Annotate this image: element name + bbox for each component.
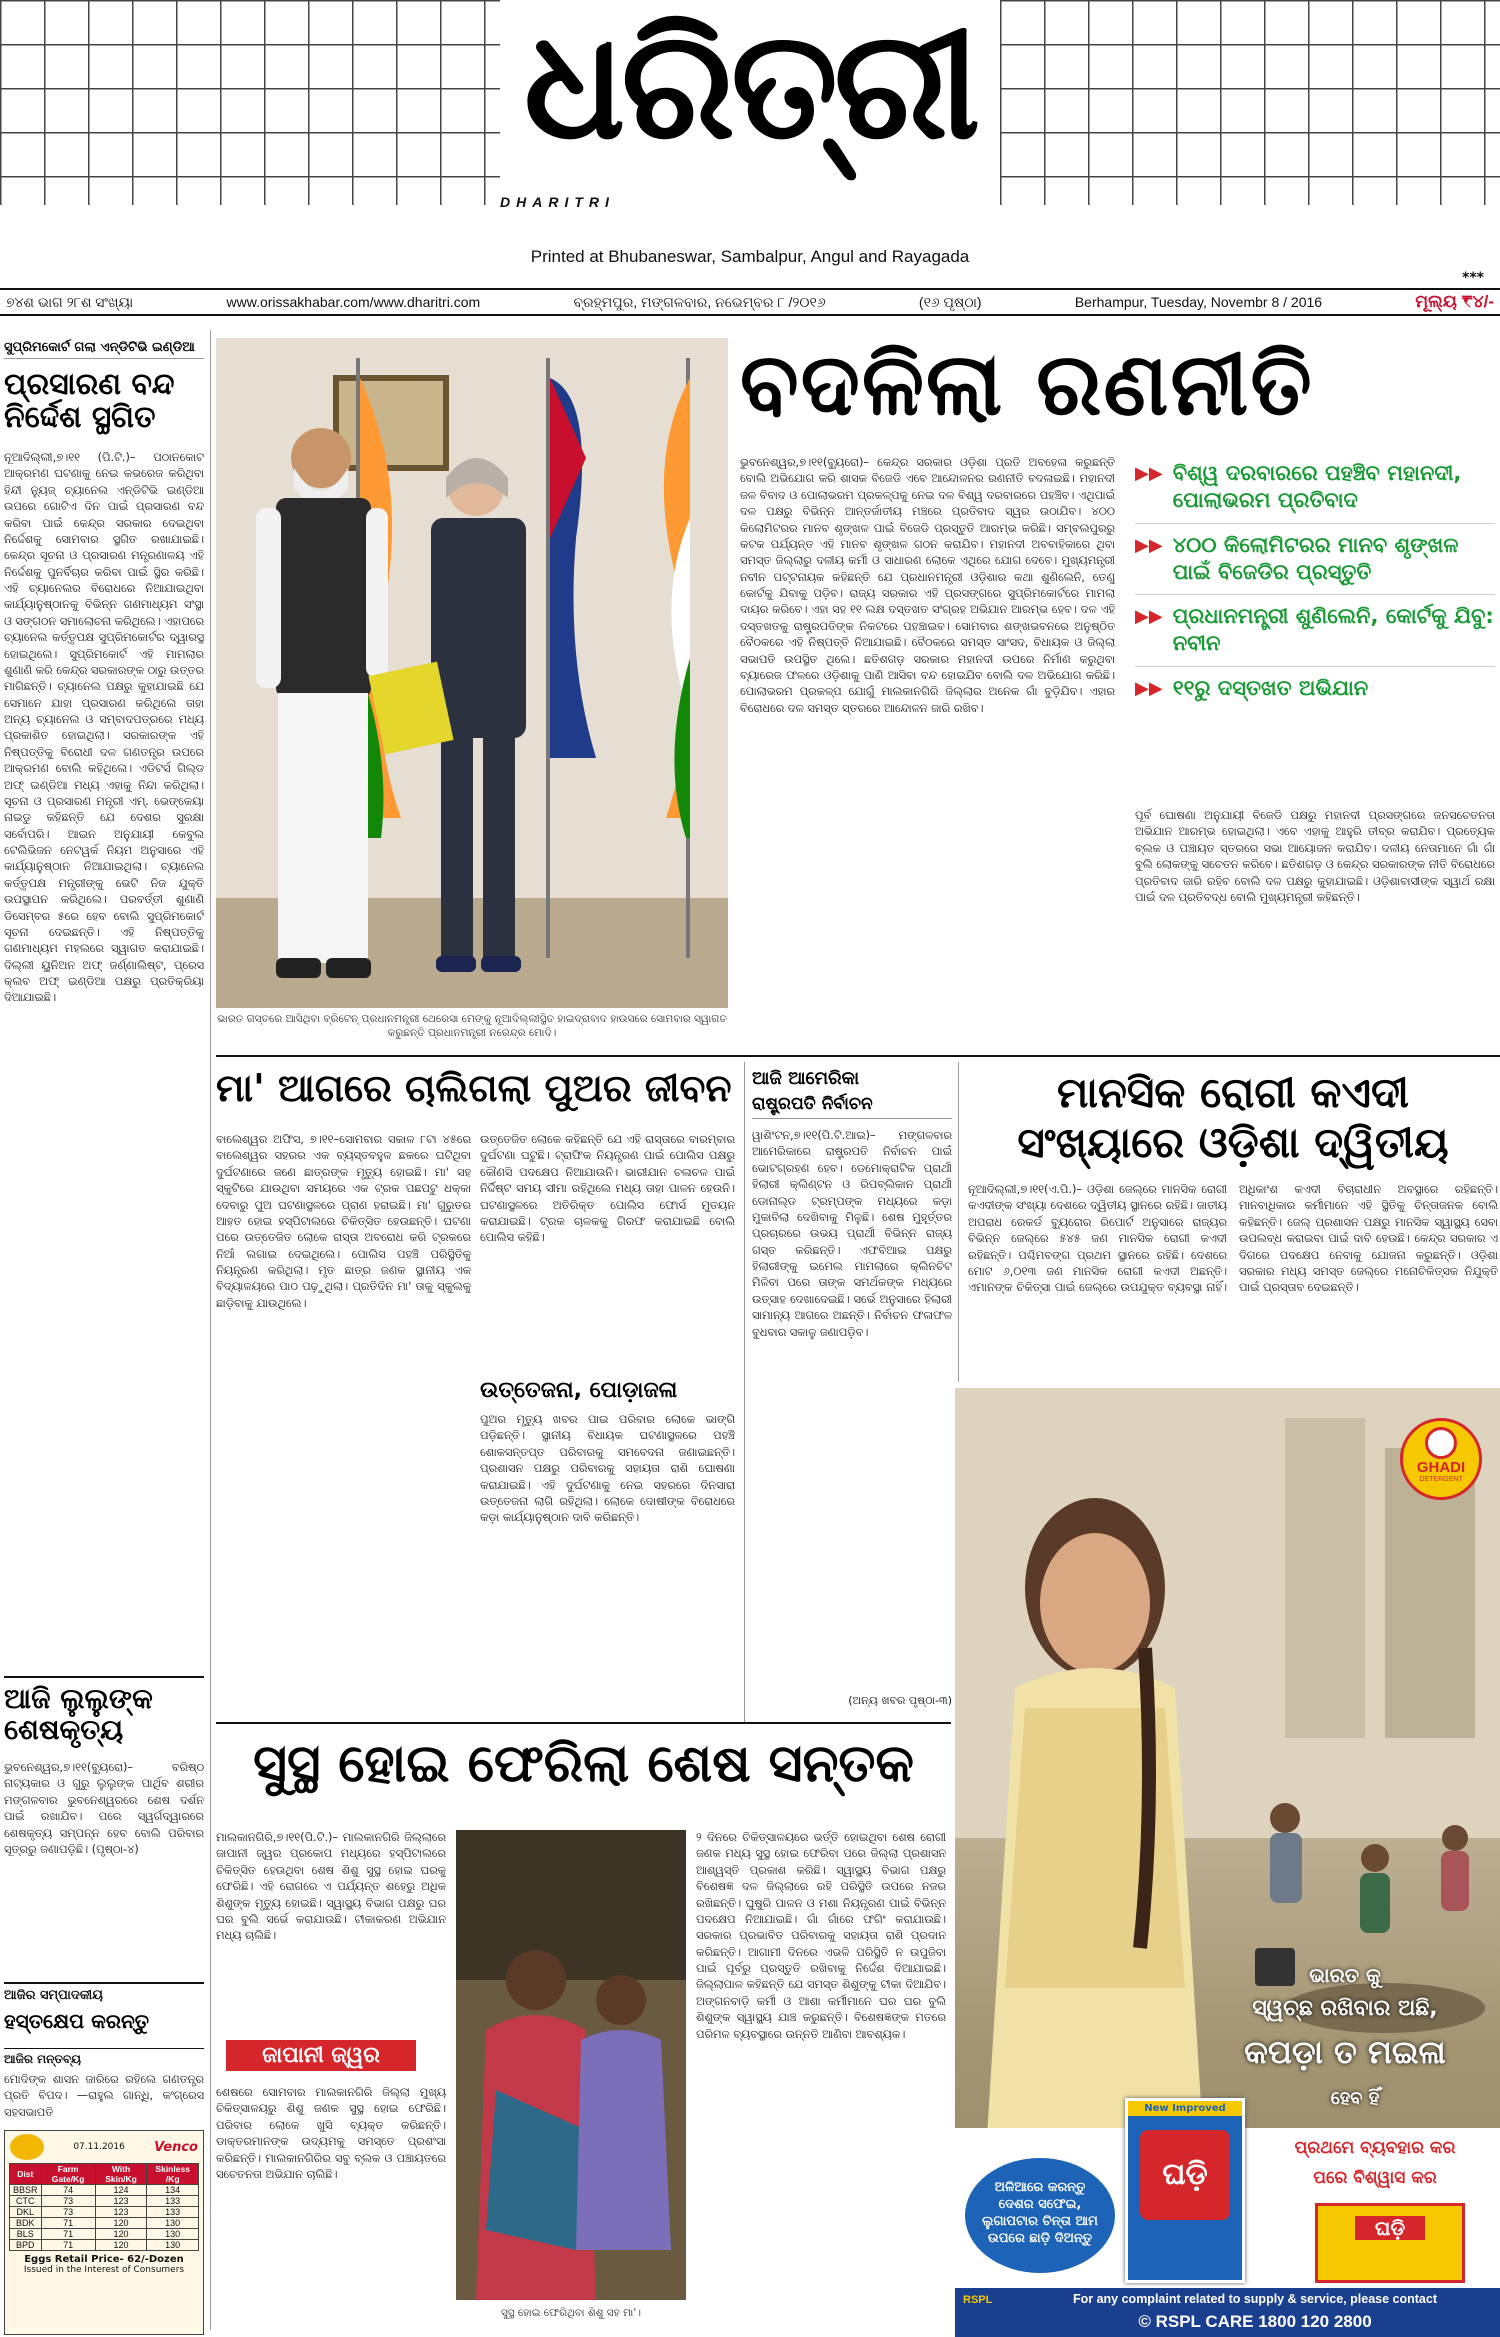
story5-body: ମାଲକାନଗିରି,୭।୧୧(ପି.ଟି.)– ମାଲକାନଗିରି ଜିଲ୍ଲାରେ ଜାପାନୀ ଜ୍ୱର ପ୍ରକୋପ ମଧ୍ୟରେ ହସ୍ପିଟାଲରେ ଚିକିତ୍ସିତ ହେଉଥିବା ଶେଷ ଶିଶୁ ସୁସ୍ଥ ହୋଇ ଘରକୁ ଫେରିଛି। ଏହି ରୋଗରେ ଏ ପର୍ଯ୍ୟନ୍ତ ଶହେରୁ ଅଧିକ ଶିଶୁଙ୍କ ମୃତ୍ୟୁ ହୋଇଛି। ସ୍ୱାସ୍ଥ୍ୟ ବିଭାଗ ପକ୍ଷରୁ ଘର ଘର ବୁଲି ସର୍ଭେ କରାଯାଉଛି। ଟୀକାକରଣ ଅଭିଯାନ ମଧ୍ୟ ଚାଲିଛି। (216, 1831, 446, 1943)
col-rule-2 (744, 1062, 745, 1722)
arrow-icon: ▶▶ (1135, 534, 1163, 556)
lead-bullets (1135, 452, 1495, 710)
egg-table-header: Dist (10, 2164, 42, 2185)
lead-bullet: ▶▶ ବିଶ୍ୱ ଦରବାରରେ ପହଞ୍ଚିବ ମହାନଦୀ, ପୋଲାଭରମ ପ୍ରତିବାଦ (1135, 452, 1495, 524)
mother-child-photo (456, 1830, 686, 2300)
story5-headline: ସୁସ୍ଥ ହୋଇ ଫେରିଲା ଶେଷ ସନ୍ତକ (253, 1734, 914, 1794)
manabya-label: ଆଜିର ମନ୍ତବ୍ୟ (4, 2048, 204, 2067)
left-sub-headline: ଆଜି ଲୁଲୁଙ୍କ ଶେଷକୃତ୍ୟ (4, 1676, 204, 1746)
story5-photo (456, 1830, 686, 2300)
table-cell: 134 (147, 2185, 199, 2196)
websites[interactable]: www.orissakhabar.com/www.dharitri.com (226, 294, 481, 310)
table-row (10, 2240, 199, 2251)
story3-kicker: ଆଜି ଆମେରିକା (752, 1068, 860, 1089)
stars: *** (1462, 270, 1484, 286)
ad-pack-label: ଘଡ଼ି (1140, 2130, 1230, 2220)
price: ମୂଲ୍ୟ ₹୪/- (1415, 292, 1494, 311)
table-cell: 123 (95, 2207, 147, 2218)
story3-continued: (ଅନ୍ୟ ଖବର ପୃଷ୍ଠା-୩) (848, 1694, 952, 1707)
table-cell: 124 (95, 2185, 147, 2196)
table-cell: CTC (10, 2196, 42, 2207)
ad-new-label: New Improved (1128, 2101, 1242, 2116)
story5-kicker: ଜାପାନୀ ଜ୍ୱର (226, 2040, 416, 2071)
story5-col2: ୨ ଦିନରେ ଚିକିତ୍ସାଳୟରେ ଭର୍ତ୍ତି ହୋଇଥିବା ଶେଷ ରୋଗୀ ଜଣକ ମଧ୍ୟ ସୁସ୍ଥ ହୋଇ ଫେରିବା ପରେ ଜିଲ୍ଲା ପ୍ରଶାସନ ଆଶ୍ୱସ୍ତି ପ୍ରକାଶ କରିଛି। ସ୍ୱାସ୍ଥ୍ୟ ବିଭାଗ ପକ୍ଷରୁ ବିଶେଷଜ୍ଞ ଦଳ ଜିଲ୍ଲାରେ ରହି ପରିସ୍ଥିତି ଉପରେ ନଜର ରଖିଛନ୍ତି। ଘୁଷୁରି ପାଳନ ଓ ମଶା ନିୟନ୍ତ୍ରଣ ପାଇଁ ବିଭିନ୍ନ ପଦକ୍ଷେପ ନିଆଯାଇଛି। ଗାଁ ଗାଁରେ ଫଗିଂ କରାଯାଉଛି। ସରକାର ପ୍ରଭାବିତ ପରିବାରକୁ ସହାୟତା ରାଶି ପ୍ରଦାନ କରିଛନ୍ତି। ଆଗାମୀ ଦିନରେ ଏଭଳି ପରିସ୍ଥିତି ନ ଉପୁଜିବା ପାଇଁ ପୂର୍ବରୁ ପ୍ରସ୍ତୁତି ରଖିବାକୁ ନିର୍ଦ୍ଦେଶ ଦିଆଯାଇଛି। ଜିଲ୍ଲାପାଳ କହିଛନ୍ତି ଯେ ସମସ୍ତ ଶିଶୁଙ୍କୁ ଟୀକା ଦିଆଯିବ। ଅଙ୍ଗନବାଡ଼ି କର୍ମୀ ଓ ଆଶା କର୍ମୀମାନେ ଘର ଘର ବୁଲି ଶିଶୁଙ୍କ ସ୍ୱାସ୍ଥ୍ୟ ଯାଞ୍ଚ କରୁଛନ୍ତି। ବିଶେଷଜ୍ଞଙ୍କ ମତରେ ପରିମଳ ବ୍ୟବସ୍ଥାରେ ଉନ୍ନତି ଆଣିବା ଆବଶ୍ୟକ। (696, 1831, 946, 2041)
egg-logo (10, 2134, 44, 2160)
table-cell: 120 (95, 2218, 147, 2229)
english-date: Berhampur, Tuesday, Novembr 8 / 2016 (1074, 294, 1323, 310)
lead-body: ଭୁବନେଶ୍ୱର,୭।୧୧(ବ୍ୟୁରୋ)– କେନ୍ଦ୍ର ସରକାର ଓଡ଼ିଶା ପ୍ରତି ଅବହେଳା କରୁଛନ୍ତି ବୋଲି ଅଭିଯୋଗ କରି ଶାସକ ବିଜେଡି ଏବେ ଆନ୍ଦୋଳନର ରଣନୀତି ବଦଳାଇଛି। ମହାନଦୀ ଜଳ ବିବାଦ ଓ ପୋଲାଭରମ ପ୍ରକଳ୍ପକୁ ନେଇ ଦଳ ବିଶ୍ୱ ଦରବାରରେ ପହଞ୍ଚିବ। ଏଥିପାଇଁ ଦଳ ପକ୍ଷରୁ ବିଭିନ୍ନ ଆନ୍ତର୍ଜାତୀୟ ମଞ୍ଚରେ ପ୍ରତିବାଦ ସ୍ୱର ଉଠାଯିବ। ୪୦୦ କିଲୋମିଟରର ମାନବ ଶୃଙ୍ଖଳ ପାଇଁ ବିଜେଡି ପ୍ରସ୍ତୁତି ଆରମ୍ଭ କରିଛି। ସମ୍ବଲପୁରରୁ କଟକ ପର୍ଯ୍ୟନ୍ତ ଏହି ମାନବ ଶୃଙ୍ଖଳ ଗଠନ କରାଯିବ। ମହାନଦୀ ଅବବାହିକାରେ ଥିବା ସମସ୍ତ ଜିଲ୍ଲାରୁ ଦଳୀୟ କର୍ମୀ ଓ ସାଧାରଣ ଲୋକେ ଏଥିରେ ଯୋଗ ଦେବେ। ମୁଖ୍ୟମନ୍ତ୍ରୀ ନବୀନ ପଟ୍ଟନାୟକ କହିଛନ୍ତି ଯେ ପ୍ରଧାନମନ୍ତ୍ରୀ ଓଡ଼ିଶାର କଥା ଶୁଣିଲେନି, ତେଣୁ କୋର୍ଟକୁ ଯିବାକୁ ପଡ଼ିବ। ରାଜ୍ୟ ସରକାର ଏହି ପ୍ରସଙ୍ଗରେ ସୁପ୍ରିମକୋର୍ଟରେ ମାମଲା ଦାୟର କରିବେ। ଏହା ସହ ୧୧ ଲକ୍ଷ ଦସ୍ତଖତ ସଂଗ୍ରହ ଅଭିଯାନ ଆରମ୍ଭ ହେବ। ଦଳ ଏହି ଦସ୍ତଖତକୁ ରାଷ୍ଟ୍ରପତିଙ୍କ ନିକଟରେ ପହଞ୍ଚାଇବ। ସୋମବାର ଶଙ୍ଖଭବନରେ ଅନୁଷ୍ଠିତ ବୈଠକରେ ଏହି ନିଷ୍ପତ୍ତି ନିଆଯାଇଛି। ବୈଠକରେ ସମସ୍ତ ସାଂସଦ, ବିଧାୟକ ଓ ଜିଲ୍ଲା ସଭାପତି ଉପସ୍ଥିତ ଥିଲେ। ଛତିଶଗଡ଼ ସରକାର ମହାନଦୀ ଉପରେ ନିର୍ମାଣ କରୁଥିବା ବ୍ୟାରେଜ ଫଳରେ ଓଡ଼ିଶାକୁ ପାଣି ଆସିବା ବନ୍ଦ ହୋଇଯିବ ବୋଲି ଦଳ ଅଭିଯୋଗ କରିଛି। ପୋଲାଭରମ ପ୍ରକଳ୍ପ ଯୋଗୁଁ ମାଲକାନଗିରି ଜିଲ୍ଲାର ଅନେକ ଗାଁ ବୁଡ଼ିଯିବ। ଏହାର ବିରୋଧରେ ଦଳ ସମସ୍ତ ସ୍ତରରେ ଆନ୍ଦୋଳନ ଜାରି ରଖିବ। (740, 456, 1115, 715)
egg-table-header: Skinless /Kg (147, 2164, 199, 2185)
table-row (10, 2207, 199, 2218)
lead-photo-caption: ଭାରତ ଗସ୍ତରେ ଆସିଥିବା ବ୍ରିଟେନ୍ ପ୍ରଧାନମନ୍ତ୍ରୀ ଥେରେସା ମେଙ୍କୁ ନୂଆଦିଲ୍ଲୀସ୍ଥିତ ହାଇଦ୍ରାବାଦ ହାଉସରେ ସୋମବାର ସ୍ୱାଗତ କରୁଛନ୍ତି ପ୍ରଧାନମନ୍ତ୍ରୀ ନରେନ୍ଦ୍ର ମୋଦି। (217, 1013, 727, 1040)
clock-icon (1425, 1427, 1457, 1459)
lead-bullet: ▶▶ ୪୦୦ କିଲୋମିଟରର ମାନବ ଶୃଙ୍ଖଳ ପାଇଁ ବିଜେଡିର ପ୍ରସ୍ତୁତି (1135, 524, 1495, 596)
story2-sub-kicker: ଉତ୍ତେଜନା, ପୋଡ଼ାଜଳା (480, 1378, 678, 1403)
ghadi-logo (1400, 1418, 1482, 1500)
ad-care-number[interactable]: © RSPL CARE 1800 120 2800 (1138, 2312, 1372, 2331)
table-cell: 133 (147, 2196, 199, 2207)
table-cell: 123 (95, 2196, 147, 2207)
modi-may-photo (216, 338, 728, 1008)
table-row (10, 2229, 199, 2240)
ad-complaint: For any complaint related to supply & service, please contact (1072, 2292, 1437, 2306)
table-row (10, 2196, 199, 2207)
lead-side-body: ପୂର୍ବ ଘୋଷଣା ଅନୁଯାୟୀ ବିଜେଡି ପକ୍ଷରୁ ମହାନଦୀ ପ୍ରସଙ୍ଗରେ ଜନସଚେତନତା ଅଭିଯାନ ଆରମ୍ଭ ହୋଇଥିଲା। ଏବେ ଏହାକୁ ଆହୁରି ତୀବ୍ର କରାଯିବ। ପ୍ରତ୍ୟେକ ବ୍ଲକ ଓ ପଞ୍ଚାୟତ ସ୍ତରରେ ସଭା ଆୟୋଜନ କରାଯିବ। ଦଳୀୟ ନେତାମାନେ ଗାଁ ଗାଁ ବୁଲି ଲୋକଙ୍କୁ ସଚେତନ କରିବେ। ଛତିଶଗଡ଼ ଓ କେନ୍ଦ୍ର ସରକାରଙ୍କ ନୀତି ବିରୋଧରେ ପ୍ରତିବାଦ ଜାରି ରହିବ ବୋଲି ଦଳ ପକ୍ଷରୁ କୁହାଯାଇଛି। ଓଡ଼ିଶାବାସୀଙ୍କ ସ୍ୱାର୍ଥ ରକ୍ଷା ପାଇଁ ଦଳ ପ୍ରତିବଦ୍ଧ ବୋଲି ମୁଖ୍ୟମନ୍ତ୍ରୀ କହିଛନ୍ତି। (1135, 809, 1495, 904)
table-cell: 74 (41, 2185, 95, 2196)
table-cell: 120 (95, 2229, 147, 2240)
editorial-title: ହସ୍ତକ୍ଷେପ କରନ୍ତୁ (4, 2009, 150, 2033)
masthead (500, 0, 1000, 210)
masthead-subtitle: DHARITRI (500, 194, 660, 210)
table-cell: BPD (10, 2240, 42, 2251)
table-cell: BLS (10, 2229, 42, 2240)
masthead-grid-right (1000, 0, 1500, 205)
story5-body2: ଶେଷରେ ସୋମବାର ମାଲକାନଗିରି ଜିଲ୍ଲା ମୁଖ୍ୟ ଚିକିତ୍ସାଳୟରୁ ଶିଶୁ ଜଣକ ସୁସ୍ଥ ହୋଇ ଫେରିଛି। ପରିବାର ଲୋକେ ଖୁସି ବ୍ୟକ୍ତ କରିଛନ୍ତି। ଡାକ୍ତରମାନଙ୍କ ଉଦ୍ୟମକୁ ସମସ୍ତେ ପ୍ରଶଂସା କରିଛନ୍ତି। ମାଲକାନଗିରିର ସବୁ ବ୍ଲକ ଓ ପଞ୍ଚାୟତରେ ସଚେତନତା ଅଭିଯାନ ଚାଲିଛି। (216, 2086, 446, 2181)
ad-tagline-2: ସ୍ୱଚ୍ଛ ରଖିବାର ଅଛି, (1252, 1996, 1438, 2021)
story2-body: ବାଲେଶ୍ୱର ଅଫିସ, ୭।୧୧–ସୋମବାର ସକାଳ ୮ଟା ୪୫ରେ ବାଲେଶ୍ୱର ସହରର ଏକ ବ୍ୟସ୍ତବହୁଳ ଛକରେ ଘଟିଥିବା ଦୁର୍ଘଟଣାରେ ଜଣେ ଛାତ୍ରଙ୍କ ମୃତ୍ୟୁ ହୋଇଛି। ମା' ସହ ସ୍କୁଟିରେ ଯାଉଥିବା ସମୟରେ ଏକ ଟ୍ରକ ପଛପଟୁ ଧକ୍କା ଦେବାରୁ ପୁଅ ଘଟଣାସ୍ଥଳରେ ପ୍ରାଣ ହରାଇଛି। ମା' ଗୁରୁତର ଆହତ ହୋଇ ହସ୍ପିଟାଲରେ ଚିକିତ୍ସିତ ହେଉଛନ୍ତି। ଘଟଣା ପରେ ଉତ୍ତେଜିତ ଲୋକେ ରାସ୍ତା ଅବରୋଧ କରି ଟ୍ରକରେ ନିଆଁ ଲଗାଇ ଦେଇଥିଲେ। ପୋଲିସ ପହଞ୍ଚି ପରିସ୍ଥିତିକୁ ନିୟନ୍ତ୍ରଣ କରିଥିଲା। ମୃତ ଛାତ୍ର ଜଣକ ସ୍ଥାନୀୟ ଏକ ବିଦ୍ୟାଳୟରେ ପାଠ ପଢ଼ୁଥିଲା। ପ୍ରତିଦିନ ମା' ତାକୁ ସ୍କୁଲକୁ ଛାଡ଼ିବାକୁ ଯାଉଥିଲେ। (216, 1133, 471, 1310)
lead-headline: ବଦଳିଲା ରଣନୀତି (740, 335, 1314, 435)
table-cell: BBSR (10, 2185, 42, 2196)
ad-brand: GHADI (1416, 1459, 1466, 1476)
table-cell: 71 (41, 2240, 95, 2251)
arrow-icon: ▶▶ (1135, 606, 1163, 628)
ad-rspl: RSPL (963, 2294, 993, 2306)
ad-right-text-1: ପ୍ରଥମେ ବ୍ୟବହାର କର (1294, 2138, 1456, 2158)
h-rule-1 (216, 1055, 1500, 1057)
ad-blue-bubble: ଅଳିଆରେ କରନ୍ତୁ ଦେଶର ସଫେଇ, ଲୁଗାପଟାର ଚିନ୍ତା ଆମ ଉପରେ ଛାଡ଼ି ଦିଅନ୍ତୁ (965, 2158, 1115, 2273)
table-cell: 120 (95, 2240, 147, 2251)
odia-date: ବ୍ରହ୍ମପୁର, ମଙ୍ଗଳବାର, ନଭେମ୍ବର ୮ /୨୦୧୬ (573, 293, 826, 310)
page-count: (୧୬ ପୃଷ୍ଠା) (918, 293, 982, 310)
egg-retail: Eggs Retail Price- 62/-Dozen (24, 2254, 184, 2265)
left-sub-body: ଭୁବନେଶ୍ୱର,୭।୧୧(ବ୍ୟୁରୋ)– ବରିଷ୍ଠ ନାଟ୍ୟକାର ଓ ଗୁରୁ ଲୁଲୁଙ୍କ ପାର୍ଥିବ ଶରୀର ମଙ୍ଗଳବାର ଭୁବନେଶ୍ୱରରେ ଶେଷ ଦର୍ଶନ ପାଇଁ ରଖାଯିବ। ପରେ ସ୍ୱର୍ଗଦ୍ୱାରରେ ଶେଷକୃତ୍ୟ ସମ୍ପନ୍ନ ହେବ ବୋଲି ପରିବାର ସୂତ୍ରରୁ ଜଣାପଡ଼ିଛି। (ପୃଷ୍ଠା-୪) (4, 1761, 204, 1856)
lead-bullet: ▶▶ ପ୍ରଧାନମନ୍ତ୍ରୀ ଶୁଣିଲେନି, କୋର୍ଟକୁ ଯିବୁ: ନବୀନ (1135, 595, 1495, 667)
col-rule-3 (958, 1062, 959, 1382)
ad-tagline-1: ଭାରତ କୁ (1309, 1963, 1381, 1987)
masthead-title: ଧରିତ୍ରୀ (523, 0, 977, 173)
h-rule-2 (216, 1722, 951, 1724)
col-rule-1 (210, 330, 211, 2330)
table-cell: 73 (41, 2196, 95, 2207)
egg-table-header: With Skin/Kg (95, 2164, 147, 2185)
arrow-icon: ▶▶ (1135, 463, 1163, 484)
ad-pack (1125, 2098, 1245, 2283)
table-cell: 71 (41, 2218, 95, 2229)
table-cell: BDK (10, 2218, 42, 2229)
table-cell: 130 (147, 2240, 199, 2251)
story5-photo-caption: ସୁସ୍ଥ ହୋଇ ଫେରିଥିବା ଶିଶୁ ସହ ମା'। (501, 2307, 641, 2319)
masthead-grid-left (0, 0, 500, 205)
story2-body3: ପୁଅର ମୃତ୍ୟୁ ଖବର ପାଇ ପରିବାର ଲୋକେ ଭାଙ୍ଗି ପଡ଼ିଛନ୍ତି। ସ୍ଥାନୀୟ ବିଧାୟକ ଘଟଣାସ୍ଥଳରେ ପହଞ୍ଚି ଶୋକସନ୍ତପ୍ତ ପରିବାରକୁ ସମବେଦନା ଜଣାଇଛନ୍ତି। ପ୍ରଶାସନ ପକ୍ଷରୁ ପରିବାରକୁ ସହାୟତା ରାଶି ଘୋଷଣା କରାଯାଇଛି। ଏହି ଦୁର୍ଘଟଣାକୁ ନେଇ ସହରରେ ଦିନସାରା ଉତ୍ତେଜନା ଲାଗି ରହିଥିଲା। ଲୋକେ ଦୋଷୀଙ୍କ ବିରୋଧରେ କଡ଼ା କାର୍ଯ୍ୟାନୁଷ୍ଠାନ ଦାବି କରିଛନ୍ତି। (480, 1413, 735, 1525)
egg-note: Issued in the Interest of Consumers (23, 2265, 185, 2275)
story2-headline: ମା' ଆଗରେ ଚାଲିଗଲା ପୁଅର ଜୀବନ (216, 1066, 732, 1110)
left-body: ନୂଆଦିଲ୍ଲୀ,୭।୧୧ (ପି.ଟି.)– ପଠାନକୋଟ ଆକ୍ରମଣ ଘଟଣାକୁ ନେଇ କଭରେଜ କରିଥିବା ହିନ୍ଦୀ ନ୍ୟୁଜ୍ ଚ୍ୟାନେଲ ଏନ୍‌ଡିଟିଭି ଇଣ୍ଡିଆ ଉପରେ ଗୋଟିଏ ଦିନ ପାଇଁ ପ୍ରସାରଣ ବନ୍ଦ କରିବା ପାଇଁ କେନ୍ଦ୍ର ସରକାର ଦେଇଥିବା ନିର୍ଦ୍ଦେଶକୁ ସୋମବାର ସ୍ଥଗିତ ରଖାଯାଇଛି। କେନ୍ଦ୍ର ସୂଚନା ଓ ପ୍ରସାରଣ ମନ୍ତ୍ରଣାଳୟ ଏହି ନିର୍ଦ୍ଦେଶକୁ ପୁନର୍ବିଚାର କରିବା ପାଇଁ ସ୍ଥିର କରିଛି। ଏହି ଚ୍ୟାନେଲର ବିରୋଧରେ ନିଆଯାଇଥିବା କାର୍ଯ୍ୟାନୁଷ୍ଠାନକୁ ବିଭିନ୍ନ ଗଣମାଧ୍ୟମ ସଂସ୍ଥା ଓ ସଙ୍ଗଠନ ସମାଲୋଚନା କରିଥିଲେ। ଏହାପରେ ଚ୍ୟାନେଲ କର୍ତ୍ତୃପକ୍ଷ ସୁପ୍ରିମକୋର୍ଟର ଦ୍ୱାରସ୍ଥ ହୋଇଥିଲେ। ସୁପ୍ରିମକୋର୍ଟ ଏହି ମାମଲାର ଶୁଣାଣି କରି କେନ୍ଦ୍ର ସରକାରଙ୍କ ଠାରୁ ଉତ୍ତର ମାଗିଛନ୍ତି। ଚ୍ୟାନେଲ ପକ୍ଷରୁ କୁହାଯାଇଛି ଯେ ସେମାନେ ଯାହା ପ୍ରସାରଣ କରିଥିଲେ ତାହା ଅନ୍ୟ ଚ୍ୟାନେଲ ଓ ସମ୍ବାଦପତ୍ରରେ ମଧ୍ୟ ପ୍ରକାଶିତ ହୋଇଥିଲା। ସରକାରଙ୍କ ଏହି ନିଷ୍ପତ୍ତିକୁ ବିରୋଧୀ ଦଳ ଗଣତନ୍ତ୍ର ଉପରେ ଆକ୍ରମଣ ବୋଲି କହିଥିଲେ। ଏଡିଟର୍ସ ଗିଲ୍ଡ ଅଫ୍ ଇଣ୍ଡିଆ ମଧ୍ୟ ଏହାକୁ ନିନ୍ଦା କରିଥିଲା। ସୂଚନା ଓ ପ୍ରସାରଣ ମନ୍ତ୍ରୀ ଏମ୍. ଭେଙ୍କେୟା ନାଇଡୁ କହିଛନ୍ତି ଯେ ଦେଶର ସୁରକ୍ଷା ସର୍ବୋପରି। ଆଇନ ଅନୁଯାୟୀ କେବୁଲ ଟେଲିଭିଜନ ନେଟୱର୍କ ନିୟମ ଅନୁସାରେ ଏହି କାର୍ଯ୍ୟାନୁଷ୍ଠାନ ନିଆଯାଇଥିଲା। ଚ୍ୟାନେଲ କର୍ତ୍ତୃପକ୍ଷ ମନ୍ତ୍ରୀଙ୍କୁ ଭେଟି ନିଜ ଯୁକ୍ତି ଉପସ୍ଥାପନ କରିଥିଲେ। ପରବର୍ତ୍ତୀ ଶୁଣାଣି ଡିସେମ୍ବର ୫ରେ ହେବ ବୋଲି ସୁପ୍ରିମକୋର୍ଟ ସୂଚନା ଦେଇଛନ୍ତି। ଏହି ନିଷ୍ପତ୍ତିକୁ ଗଣମାଧ୍ୟମ ମହଲରେ ସ୍ୱାଗତ କରାଯାଇଛି। ଦିଲ୍ଲୀ ୟୁନିଅନ ଅଫ୍ ଜର୍ଣ୍ଣାଲିଷ୍ଟ, ପ୍ରେସ କ୍ଲବ ଅଫ୍ ଇଣ୍ଡିଆ ପକ୍ଷରୁ ପ୍ରତିକ୍ରିୟା ଦିଆଯାଇଛି। (4, 451, 204, 1005)
table-cell: 133 (147, 2207, 199, 2218)
manabya-text: ମୋଦିଙ୍କ ଶାସନ ଜାରିରେ ରହିଲେ ଗଣତନ୍ତ୍ର ପ୍ରତି ବିପଦ। —ରାହୁଲ ଗାନ୍ଧି, କଂଗ୍ରେସ ସହସଭାପତି (4, 2073, 204, 2119)
table-cell: 130 (147, 2229, 199, 2240)
table-cell: DKL (10, 2207, 42, 2218)
left-kicker: ସୁପ୍ରିମକୋର୍ଟ ଗଲା ଏନ୍‌ଡିଟିଭି ଇଣ୍ଡିଆ (4, 340, 204, 359)
story3-headline: ରାଷ୍ଟ୍ରପତି ନିର୍ବାଚନ (752, 1094, 952, 1119)
ad-bottom-panel (955, 2103, 1500, 2288)
editorial-label: ଆଜିର ସମ୍ପାଦକୀୟ (4, 1982, 204, 2003)
egg-brand: Venco (154, 2139, 198, 2155)
table-cell: 71 (41, 2229, 95, 2240)
story4-headline: ମାନସିକ ରୋଗୀ କଏଦୀ ସଂଖ୍ୟାରେ ଓଡ଼ିଶା ଦ୍ୱିତୀୟ (1017, 1068, 1449, 1168)
table-row (10, 2185, 199, 2196)
story3-body: ୱାଶିଂଟନ,୭।୧୧(ପି.ଟି.ଆଇ)– ମଙ୍ଗଳବାର ଆମେରିକାରେ ରାଷ୍ଟ୍ରପତି ନିର୍ବାଚନ ପାଇଁ ଭୋଟଗ୍ରହଣ ହେବ। ଡେମୋକ୍ରାଟିକ ପ୍ରାର୍ଥୀ ହିଲାରୀ କ୍ଲିଣ୍ଟନ ଓ ରିପବ୍ଲିକାନ ପ୍ରାର୍ଥୀ ଡୋନାଲ୍ଡ ଟ୍ରମ୍ପଙ୍କ ମଧ୍ୟରେ କଡ଼ା ମୁକାବିଲା ଦେଖିବାକୁ ମିଳୁଛି। ଶେଷ ମୁହୂର୍ତ୍ତର ପ୍ରଚାରରେ ଉଭୟ ପ୍ରାର୍ଥୀ ବିଭିନ୍ନ ରାଜ୍ୟ ଗସ୍ତ କରିଛନ୍ତି। ଏଫବିଆଇ ପକ୍ଷରୁ ହିଲାରୀଙ୍କୁ ଇମେଲ ମାମଲାରେ କ୍ଲିନଚିଟ ମିଳିବା ପରେ ତାଙ୍କ ସମର୍ଥକଙ୍କ ମଧ୍ୟରେ ଉତ୍ସାହ ଦେଖାଦେଇଛି। ସର୍ଭେ ଅନୁସାରେ ହିଲାରୀ ସାମାନ୍ୟ ଆଗରେ ଅଛନ୍ତି। ନିର୍ବାଚନ ଫଳାଫଳ ବୁଧବାର ସକାଳୁ ଜଣାପଡ଼ିବ। (752, 1129, 952, 1339)
ad-tagline-4: ହେବ ହିଁ (1330, 2088, 1380, 2109)
ad-footer (955, 2288, 1500, 2337)
ad-box-label: ଘଡ଼ି (1355, 2216, 1425, 2240)
lead-photo (216, 338, 728, 1008)
ad-brand-sub: DETERGENT (1419, 1476, 1463, 1483)
egg-date: 07.11.2016 (73, 2142, 125, 2152)
arrow-icon: ▶▶ (1135, 677, 1163, 699)
table-row (10, 2218, 199, 2229)
left-headline: ପ୍ରସାରଣ ବନ୍ଦ ନିର୍ଦ୍ଦେଶ ସ୍ଥଗିତ (4, 367, 175, 435)
dateline-bar (0, 288, 1500, 316)
egg-table-header: Farm Gate/Kg (41, 2164, 95, 2185)
printed-at: Printed at Bhubaneswar, Sambalpur, Angul and Rayagada (530, 247, 970, 266)
story4-body: ନୂଆଦିଲ୍ଲୀ,୭।୧୧(ଏ.ପି.)– ଓଡ଼ିଶା ଜେଲ୍‌ରେ ମାନସିକ ରୋଗୀ କଏଦୀଙ୍କ ସଂଖ୍ୟା ଦେଶରେ ଦ୍ୱିତୀୟ ସ୍ଥାନରେ ରହିଛି। ଜାତୀୟ ଅପରାଧ ରେକର୍ଡ ବ୍ୟୁରୋର ରିପୋର୍ଟ ଅନୁସାରେ ରାଜ୍ୟର ବିଭିନ୍ନ ଜେଲ୍‌ରେ ୫୪୫ ଜଣ ମାନସିକ ରୋଗୀ କଏଦୀ ରହିଛନ୍ତି। ପଶ୍ଚିମବଙ୍ଗ ପ୍ରଥମ ସ୍ଥାନରେ ରହିଛି। ଦେଶରେ ମୋଟ ୬,୦୧୩ ଜଣ ମାନସିକ ରୋଗୀ କଏଦୀ ଅଛନ୍ତି। ଏମାନଙ୍କ ଚିକିତ୍ସା ପାଇଁ ଜେଲ୍‌ରେ ଉପଯୁକ୍ତ ବ୍ୟବସ୍ଥା ନାହିଁ। ଅଧିକାଂଶ କଏଦୀ ବିଚାରାଧୀନ ଅବସ୍ଥାରେ ରହିଛନ୍ତି। ମାନବାଧିକାର କର୍ମୀମାନେ ଏହି ସ୍ଥିତିକୁ ଚିନ୍ତାଜନକ ବୋଲି କହିଛନ୍ତି। ଜେଲ୍ ପ୍ରଶାସନ ପକ୍ଷରୁ ମାନସିକ ସ୍ୱାସ୍ଥ୍ୟ ସେବା ଉପଲବ୍ଧ କରାଇବା ପାଇଁ ଦାବି ହେଉଛି। କେନ୍ଦ୍ର ସରକାର ଏ ଦିଗରେ ପଦକ୍ଷେପ ନେବାକୁ ଯୋଜନା କରୁଛନ୍ତି। ଓଡ଼ିଶା ସରକାର ମଧ୍ୟ ସମସ୍ତ ଜେଲ୍‌ରେ ମନୋଚିକିତ୍ସକ ନିଯୁକ୍ତି ପାଇଁ ପ୍ରସ୍ତାବ ଦେଇଛନ୍ତି। (968, 1183, 1498, 1295)
ad-right-text-2: ପରେ ବିଶ୍ୱାସ କର (1313, 2168, 1437, 2188)
ad-tagline-3: କପଡ଼ା ତ ମଇଳା (1244, 2033, 1446, 2071)
table-cell: 130 (147, 2218, 199, 2229)
egg-price-box (4, 2130, 204, 2335)
story2-body2: ଉତ୍ତେଜିତ ଲୋକେ କହିଛନ୍ତି ଯେ ଏହି ରାସ୍ତାରେ ବାରମ୍ବାର ଦୁର୍ଘଟଣା ଘଟୁଛି। ଟ୍ରାଫିକ ନିୟନ୍ତ୍ରଣ ପାଇଁ ପୋଲିସ ପକ୍ଷରୁ କୌଣସି ପଦକ୍ଷେପ ନିଆଯାଉନି। ଭାରୀଯାନ ଚଳାଚଳ ପାଇଁ ନିର୍ଦ୍ଦିଷ୍ଟ ସମୟ ସୀମା ରହିଥିଲେ ମଧ୍ୟ ତାହା ପାଳନ ହେଉନି। ଘଟଣାସ୍ଥଳରେ ଅତିରିକ୍ତ ପୋଲିସ ଫୋର୍ସ ମୁତୟନ କରାଯାଇଛି। ଟ୍ରକ ଚାଳକକୁ ଗିରଫ କରାଯାଇଛି ବୋଲି ପୋଲିସ କହିଛି। (480, 1133, 735, 1245)
egg-price-table (9, 2163, 199, 2251)
ad-box-pack (1315, 2203, 1465, 2283)
table-cell: 73 (41, 2207, 95, 2218)
lead-bullet: ▶▶ ୧୧ରୁ ଦସ୍ତଖତ ଅଭିଯାନ (1135, 675, 1369, 700)
issue-number: ୭୪ଶ ଭାଗ ୨୮ଶ ସଂଖ୍ୟା (6, 293, 134, 310)
ghadi-ad[interactable] (955, 1388, 1500, 2337)
